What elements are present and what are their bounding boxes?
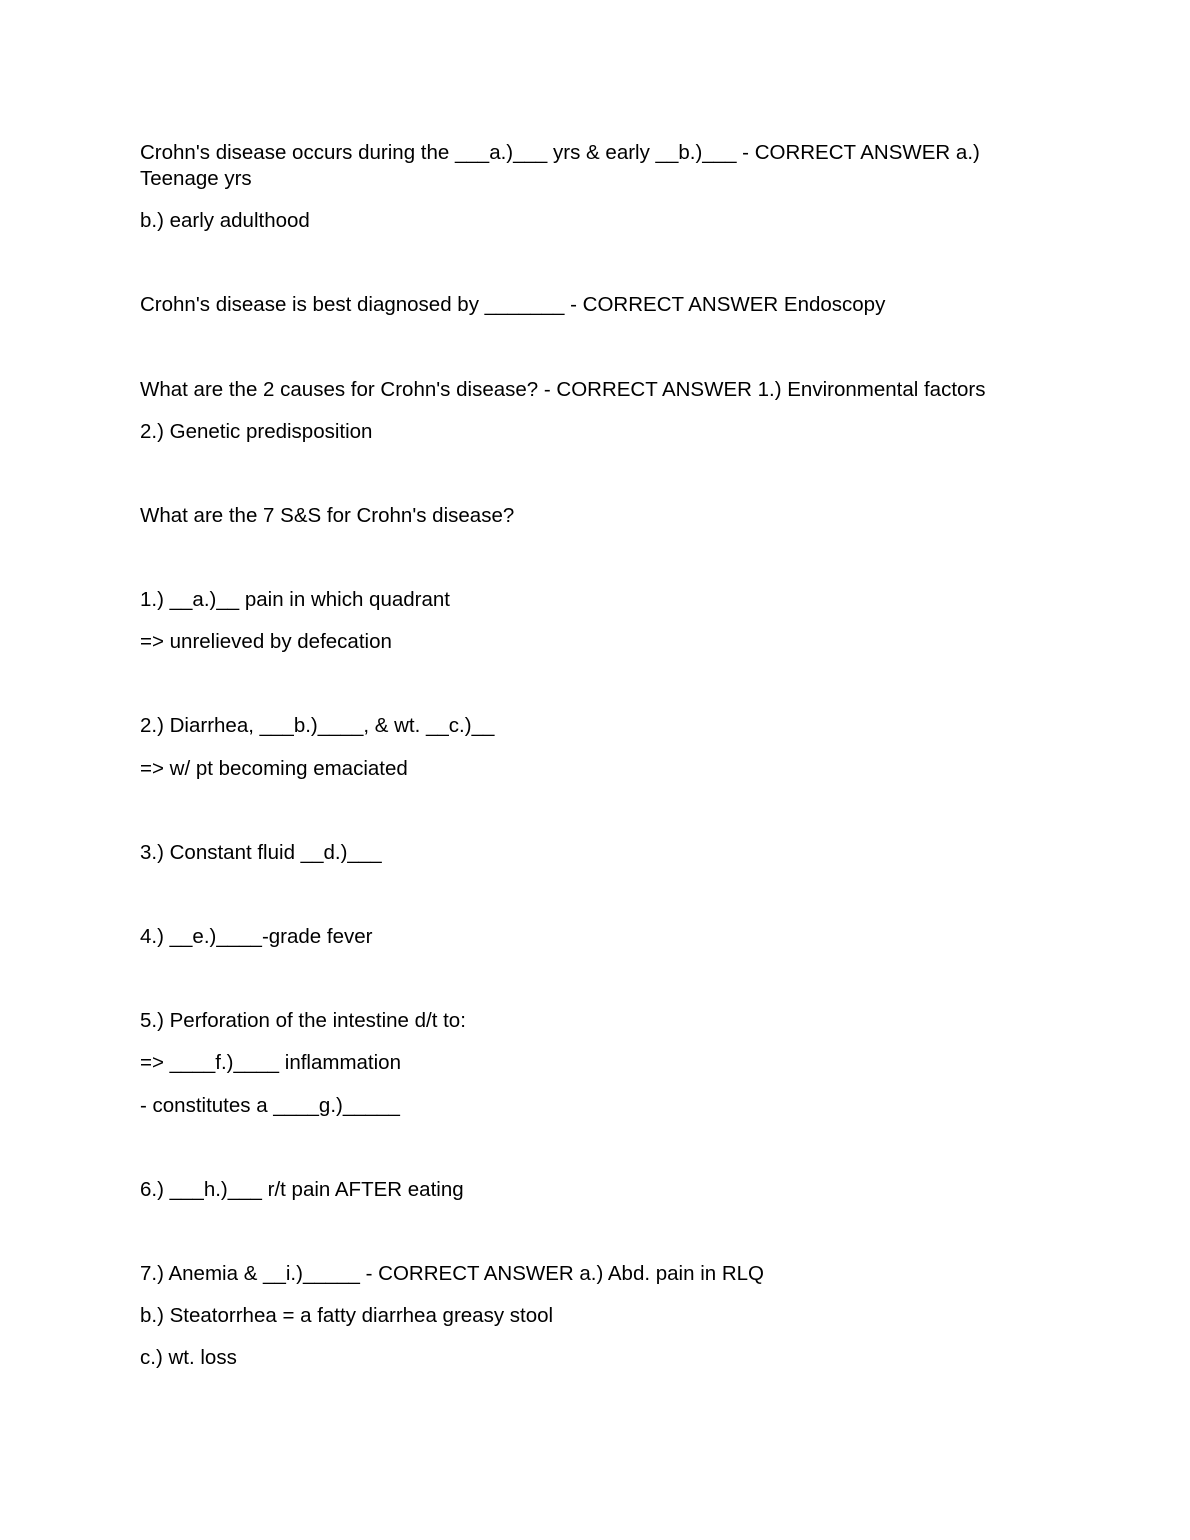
symptom-5: 5.) Perforation of the intestine d/t to: (140, 1009, 466, 1032)
answer-c: c.) wt. loss (140, 1346, 237, 1369)
answer-b: b.) Steatorrhea = a fatty diarrhea greasy stool (140, 1304, 554, 1327)
symptom-7: 7.) Anemia & __i.)_____ - CORRECT ANSWER a.) Abd. pain in RLQ (140, 1262, 764, 1285)
symptom-4: 4.) __e.)____-grade fever (140, 925, 373, 948)
question-2: Crohn's disease is best diagnosed by _______ - CORRECT ANSWER Endoscopy (140, 293, 886, 316)
symptom-3: 3.) Constant fluid __d.)___ (140, 841, 382, 864)
question-1-line-2: Teenage yrs (140, 167, 252, 190)
question-1-answer-b: b.) early adulthood (140, 209, 310, 232)
symptom-1-note: => unrelieved by defecation (140, 630, 392, 653)
symptom-1: 1.) __a.)__ pain in which quadrant (140, 588, 450, 611)
question-3-answer-2: 2.) Genetic predisposition (140, 420, 373, 443)
symptom-6: 6.) ___h.)___ r/t pain AFTER eating (140, 1178, 464, 1201)
symptom-5-note-2: - constitutes a ____g.)_____ (140, 1094, 400, 1117)
question-1-line-1: Crohn's disease occurs during the ___a.)___ yrs & early __b.)___ - CORRECT ANSWER a.) (140, 141, 980, 164)
symptom-2: 2.) Diarrhea, ___b.)____, & wt. __c.)__ (140, 714, 495, 737)
question-4: What are the 7 S&S for Crohn's disease? (140, 504, 515, 527)
symptom-2-note: => w/ pt becoming emaciated (140, 757, 408, 780)
symptom-5-note-1: => ____f.)____ inflammation (140, 1051, 401, 1074)
question-3: What are the 2 causes for Crohn's disease? - CORRECT ANSWER 1.) Environmental factors (140, 378, 986, 401)
